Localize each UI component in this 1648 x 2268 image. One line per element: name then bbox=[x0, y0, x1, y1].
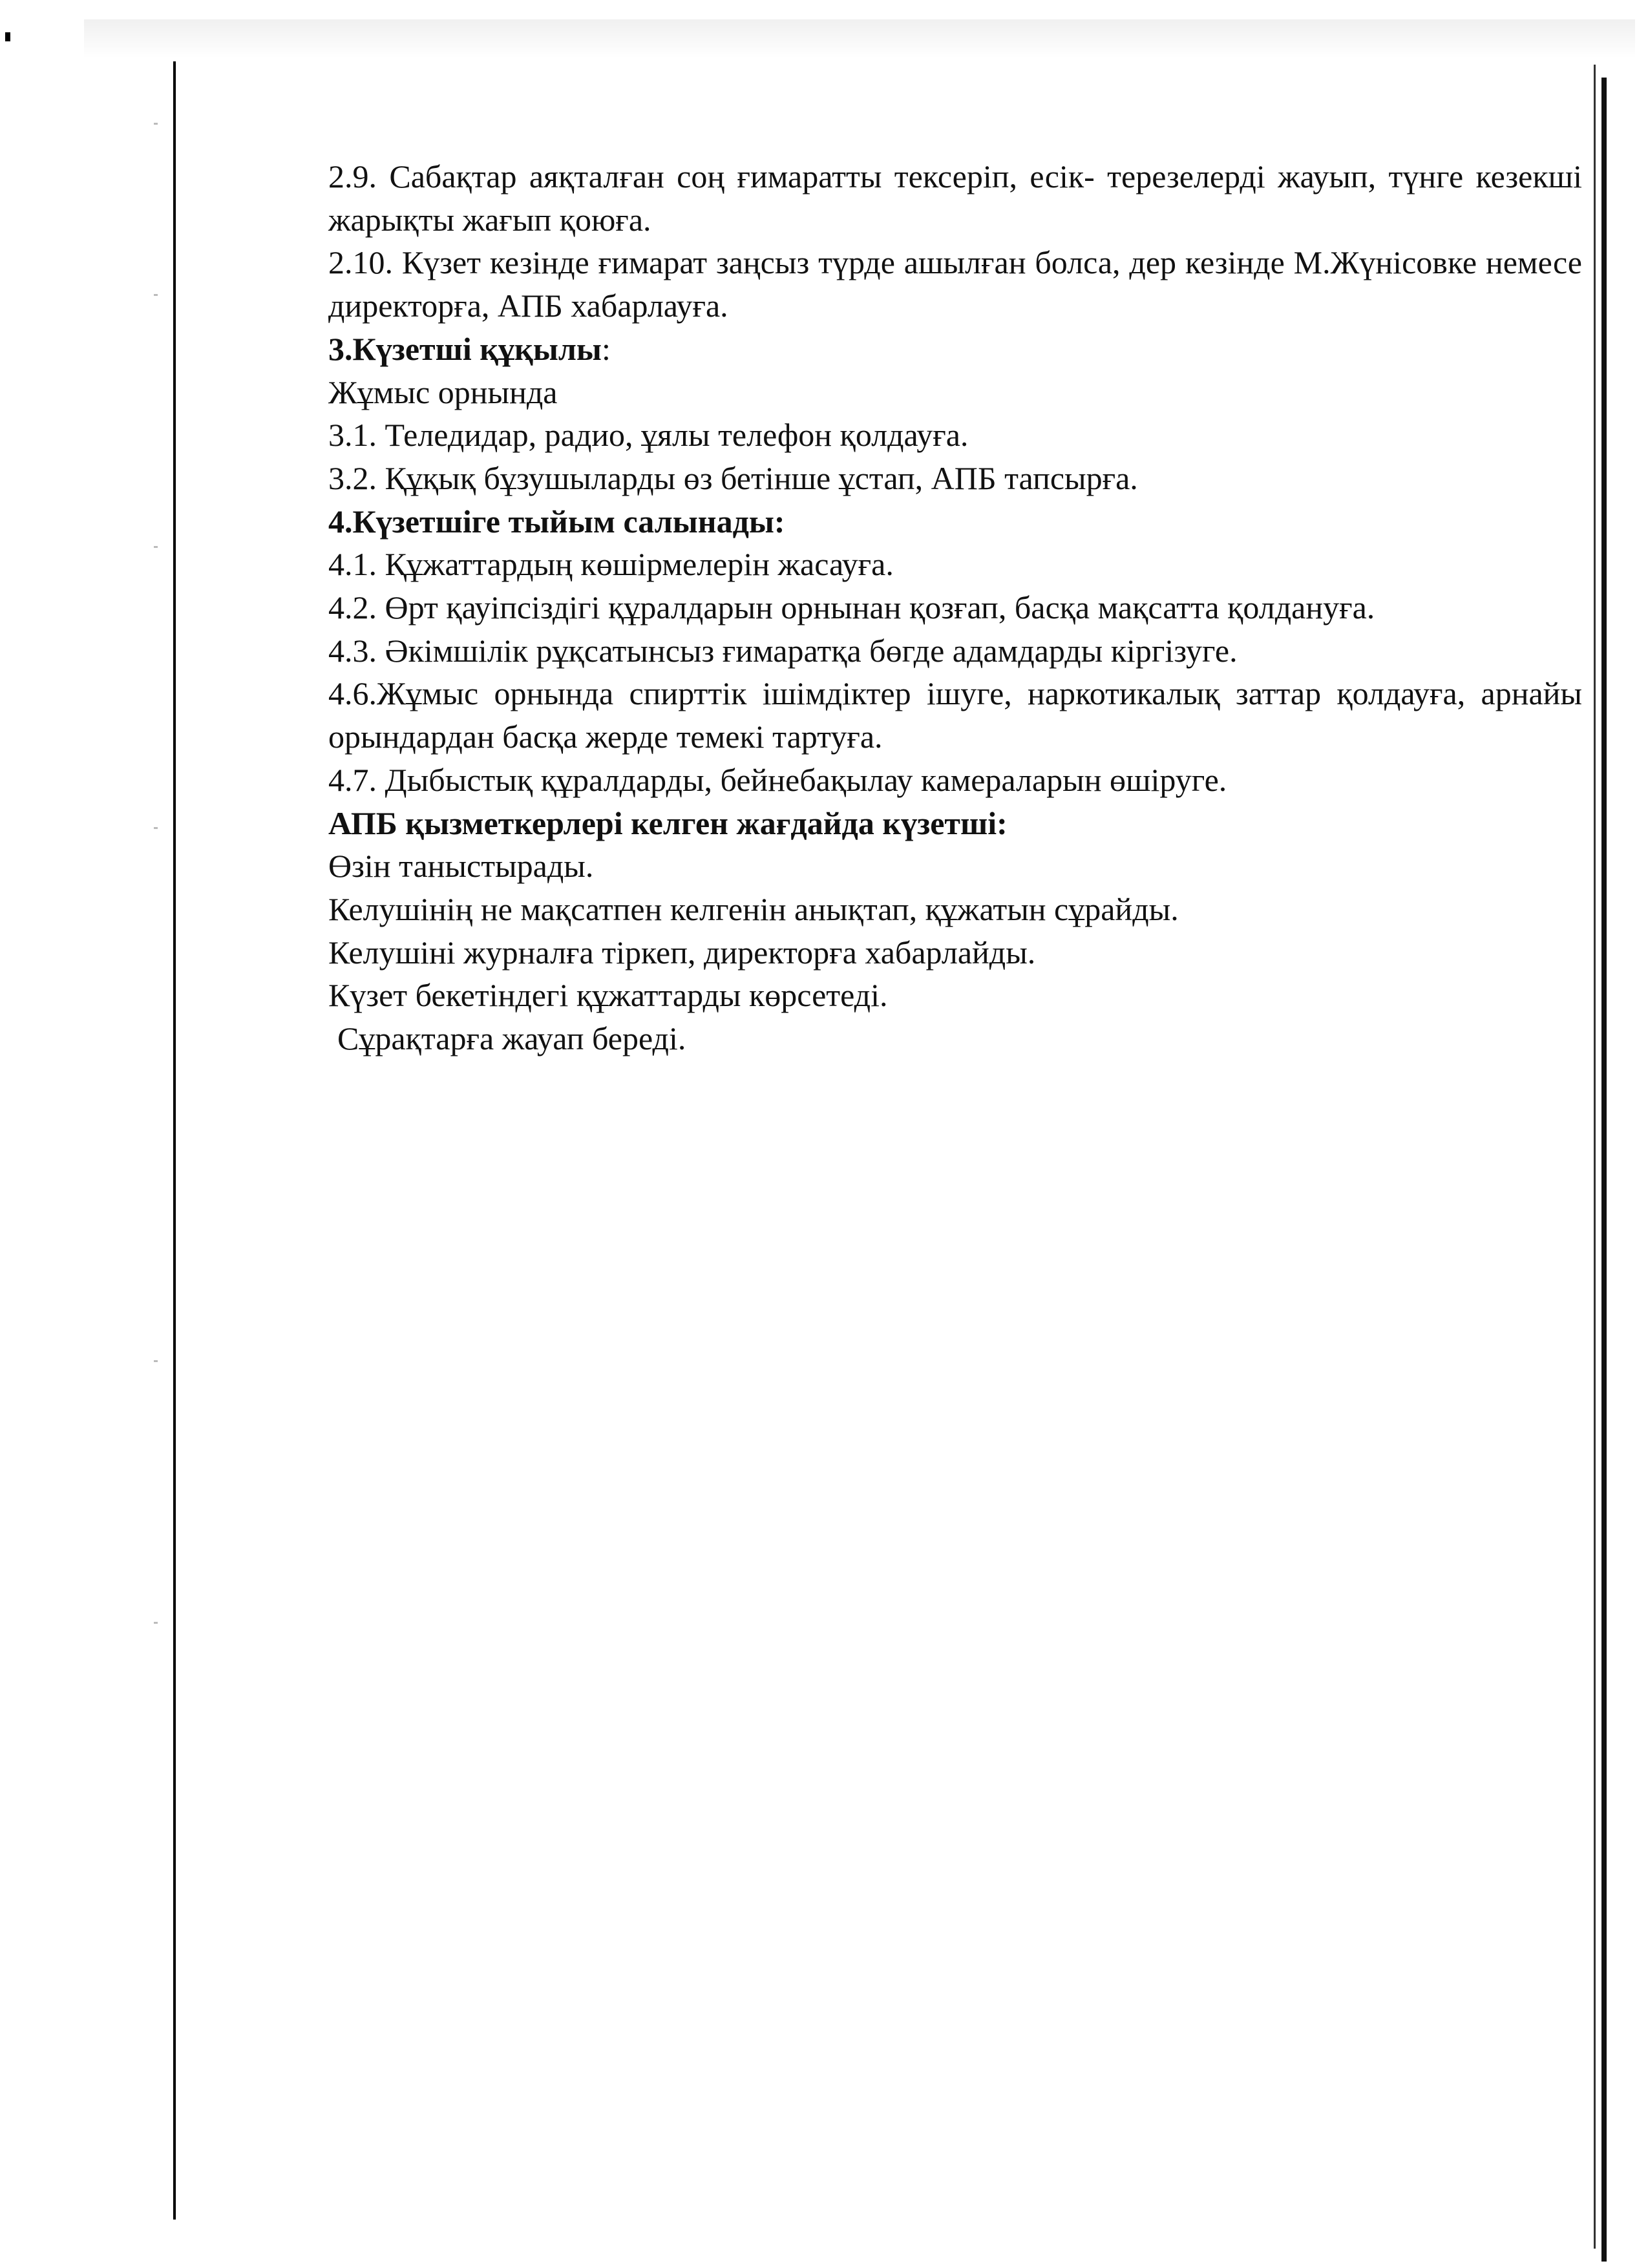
heading-section-4: 4.Күзетшіге тыйым салынады: bbox=[328, 503, 785, 540]
item-3-2: 3.2. Құқық бұзушыларды өз бетінше ұстап, АПБ тапсырға. bbox=[328, 459, 1138, 496]
apb-step-2: Келушінің не мақсатпен келгенін анықтап, құжатын сұрайды. bbox=[328, 890, 1179, 927]
item-4-2: 4.2. Өрт қауіпсіздігі құралдарын орнынан қозғап, басқа мақсатта қолдануға. bbox=[328, 589, 1375, 626]
right-margin-line-thin bbox=[1594, 65, 1596, 2249]
workplace-label: Жұмыс орнында bbox=[328, 373, 558, 410]
scan-speck bbox=[154, 294, 158, 296]
item-2-10: 2.10. Күзет кезінде ғимарат заңсыз түрде ашылған болса, дер кезінде М.Жүнісовке немесе директорға, АПБ хабарлауға. bbox=[328, 244, 1582, 324]
scan-speck bbox=[154, 1622, 158, 1624]
right-margin-line bbox=[1601, 78, 1607, 2262]
scan-speck bbox=[154, 1360, 158, 1362]
item-4-1: 4.1. Құжаттардың көшірмелерін жасауға. bbox=[328, 546, 894, 583]
left-margin-line bbox=[173, 61, 176, 2220]
heading-section-3-text: 3.Күзетші құқылы bbox=[328, 330, 602, 367]
item-4-7: 4.7. Дыбыстық құралдарды, бейнебақылау камераларын өшіруге. bbox=[328, 761, 1227, 798]
apb-step-3: Келушіні журналға тіркеп, директорға хабарлайды. bbox=[328, 934, 1036, 971]
item-4-6: 4.6.Жұмыс орнында спирттік ішімдіктер ішуге, наркотикалық заттар қолдауға, арнайы орындардан басқа жерде темекі тартуға. bbox=[328, 675, 1582, 755]
heading-apb: АПБ қызметкерлері келген жағдайда күзетші: bbox=[328, 804, 1008, 841]
scan-artifact-band bbox=[84, 19, 1635, 58]
apb-step-5: Сұрақтарға жауап береді. bbox=[337, 1020, 686, 1057]
scan-speck bbox=[154, 123, 158, 125]
heading-section-3 bbox=[328, 328, 1582, 371]
apb-step-1: Өзін таныстырады. bbox=[328, 848, 594, 885]
heading-section-3-colon: : bbox=[601, 330, 611, 367]
scan-speck bbox=[154, 546, 158, 548]
scan-speck bbox=[154, 827, 158, 829]
item-4-3: 4.3. Әкімшілік рұқсатынсыз ғимаратқа бөгде адамдарды кіргізуге. bbox=[328, 632, 1238, 669]
item-2-9: 2.9. Сабақтар аяқталған соң ғимаратты тексеріп, есік- терезелерді жауып, түнге кезекші жарықты жағып қоюға. bbox=[328, 158, 1582, 238]
scan-corner-mark bbox=[5, 32, 10, 41]
document-body bbox=[328, 155, 1582, 1060]
item-3-1: 3.1. Теледидар, радио, ұялы телефон қолдауға. bbox=[328, 417, 969, 454]
apb-step-4: Күзет бекетіндегі құжаттарды көрсетеді. bbox=[328, 977, 888, 1014]
